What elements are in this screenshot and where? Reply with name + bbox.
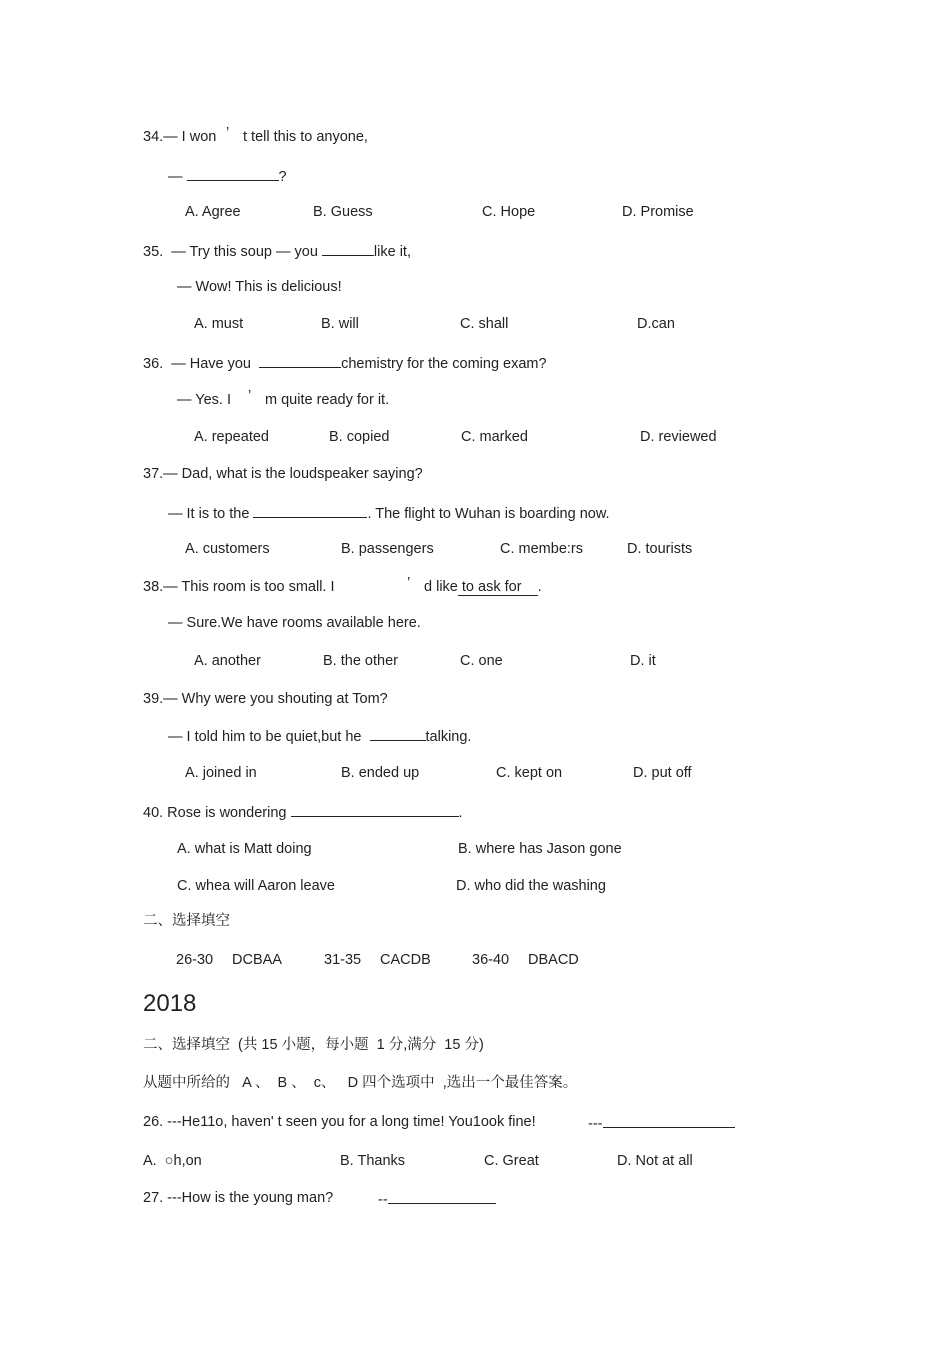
q26-reply: ---: [588, 1113, 735, 1133]
q36-option-b: B. copied: [329, 429, 390, 445]
q34-apostrophe: ’: [226, 125, 230, 141]
q34-reply: — ?: [168, 166, 287, 186]
q26-option-c: C. Great: [484, 1153, 539, 1169]
q40-option-c: C. whea will Aaron leave: [177, 878, 335, 894]
answer-range-2: 31-35: [324, 952, 362, 968]
q37-option-b: B. passengers: [341, 541, 434, 557]
year-heading: 2018: [143, 990, 197, 1017]
q39-option-d: D. put off: [633, 765, 692, 781]
answer-blank: [603, 1113, 735, 1128]
section-instruction: 从题中所给的 A 、 B 、 c、 D 四个选项中 ,选出一个最佳答案。: [143, 1075, 578, 1091]
underlined-phrase: to ask for: [458, 579, 538, 596]
q35-option-c: C. shall: [460, 316, 509, 332]
answer-blank: [370, 726, 426, 741]
q34-option-b: B. Guess: [313, 204, 373, 220]
q38-apostrophe: ’: [407, 575, 411, 591]
answer-blank: [388, 1189, 496, 1204]
q36-apostrophe: ’: [248, 388, 252, 404]
answer-key-2: CACDB: [380, 952, 431, 968]
q38-stem-cont: d like to ask for .: [424, 579, 542, 595]
q37-option-d: D. tourists: [627, 541, 693, 557]
q36-stem: 36. — Have you chemistry for the coming exam?: [143, 353, 547, 373]
q38-option-a: A. another: [194, 653, 261, 669]
q37-stem: 37.— Dad, what is the loudspeaker saying?: [143, 466, 423, 482]
answer-key-1: DCBAA: [232, 952, 282, 968]
q34-option-a: A. Agree: [185, 204, 241, 220]
q37-reply: — It is to the . The flight to Wuhan is boarding now.: [168, 503, 610, 523]
answer-blank: [291, 802, 459, 817]
q39-reply: — I told him to be quiet,but he talking.: [168, 726, 471, 746]
q35-option-d: D.can: [637, 316, 675, 332]
q34-option-c: C. Hope: [482, 204, 536, 220]
answer-blank: [187, 166, 279, 181]
q34-stem: 34.— I won: [143, 129, 217, 145]
q35-stem: 35. — Try this soup — you like it,: [143, 241, 411, 261]
q38-reply: — Sure.We have rooms available here.: [168, 615, 421, 631]
q40-option-a: A. what is Matt doing: [177, 841, 312, 857]
q35-option-b: B. will: [321, 316, 359, 332]
q38-stem: 38.— This room is too small. I: [143, 579, 335, 595]
q36-reply-cont: m quite ready for it.: [265, 392, 390, 408]
q40-option-d: D. who did the washing: [456, 878, 606, 894]
q38-option-b: B. the other: [323, 653, 398, 669]
q40-stem: 40. Rose is wondering .: [143, 802, 463, 822]
answer-range-3: 36-40: [472, 952, 510, 968]
q26-option-b: B. Thanks: [340, 1153, 406, 1169]
q26-option-d: D. Not at all: [617, 1153, 693, 1169]
answer-range-1: 26-30: [176, 952, 214, 968]
q38-option-c: C. one: [460, 653, 503, 669]
q36-option-d: D. reviewed: [640, 429, 717, 445]
q27-stem: 27. ---How is the young man?: [143, 1190, 334, 1206]
q39-option-a: A. joined in: [185, 765, 257, 781]
answers-heading: 二、选择填空: [143, 913, 230, 929]
q26-option-a: A. ○h,on: [143, 1153, 202, 1169]
q39-option-c: C. kept on: [496, 765, 563, 781]
answer-blank: [253, 503, 367, 518]
q35-reply: — Wow! This is delicious!: [177, 279, 342, 295]
q38-option-d: D. it: [630, 653, 656, 669]
answer-blank: [322, 241, 374, 256]
answer-blank: [259, 353, 341, 368]
q39-option-b: B. ended up: [341, 765, 420, 781]
q40-option-b: B. where has Jason gone: [458, 841, 622, 857]
q34-option-d: D. Promise: [622, 204, 694, 220]
q27-reply: --: [378, 1189, 496, 1209]
q26-stem: 26. ---He11o, haven' t seen you for a long time! You1ook fine!: [143, 1114, 536, 1130]
q37-option-c: C. membe:rs: [500, 541, 583, 557]
q37-option-a: A. customers: [185, 541, 270, 557]
q39-stem: 39.— Why were you shouting at Tom?: [143, 691, 388, 707]
q35-option-a: A. must: [194, 316, 244, 332]
answer-key-3: DBACD: [528, 952, 579, 968]
q34-stem-cont: t tell this to anyone,: [243, 129, 368, 145]
section-heading: 二、选择填空 (共 15 小题，每小题 1 分,满分 15 分): [143, 1037, 484, 1053]
q36-reply: — Yes. I: [177, 392, 232, 408]
q36-option-c: C. marked: [461, 429, 528, 445]
q36-option-a: A. repeated: [194, 429, 269, 445]
